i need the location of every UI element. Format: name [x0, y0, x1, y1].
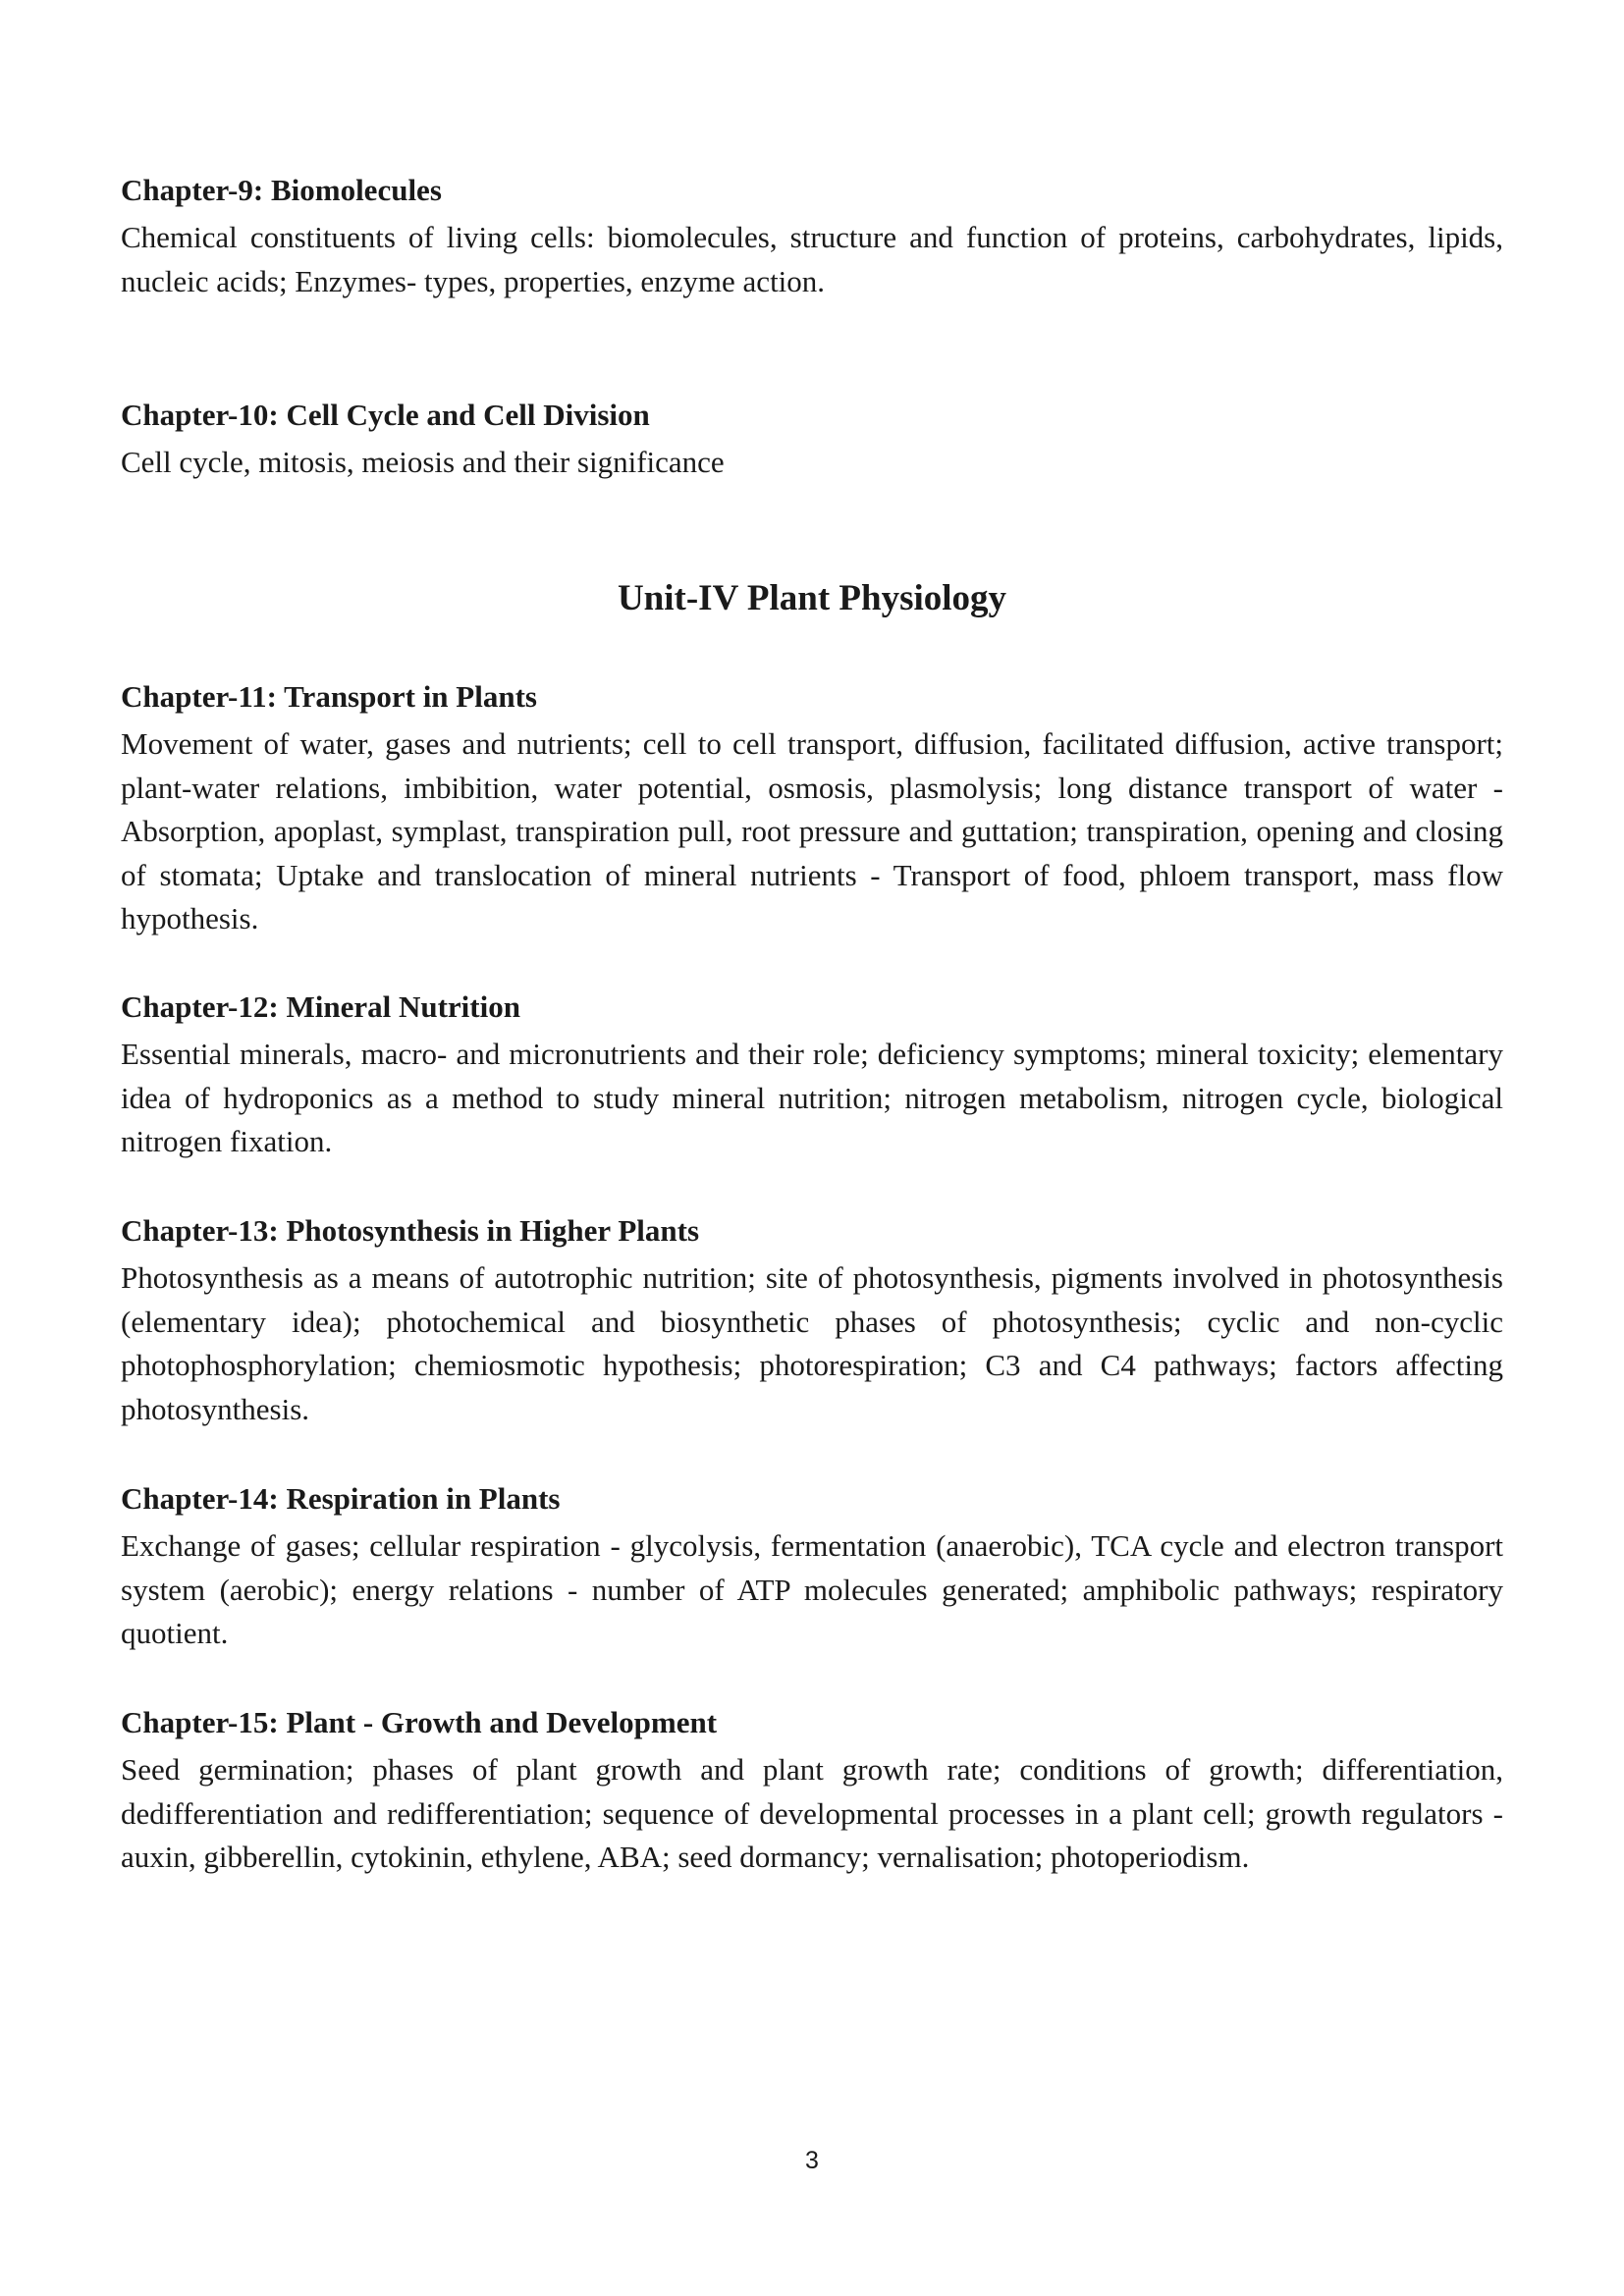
chapter-body: Chemical constituents of living cells: biomolecules, structure and function of proteins, carbohydrates, lipids, nucleic acids; Enzymes- types, properties, enzyme action. — [121, 220, 1503, 298]
chapter-heading: Chapter-13: Photosynthesis in Higher Plants — [121, 1213, 700, 1248]
chapter-body: Cell cycle, mitosis, meiosis and their significance — [121, 445, 725, 479]
chapter-body: Photosynthesis as a means of autotrophic nutrition; site of photosynthesis, pigments involved in photosynthesis (elementary idea); photochemical and biosynthetic phases of photosynthesis; cyclic and non-cyclic photophosphorylation; chemiosmotic hypothesis; photorespiration; C3 and C4 pathways; factors affecting photosynthesis. — [121, 1260, 1503, 1426]
chapter-body: Movement of water, gases and nutrients; cell to cell transport, diffusion, facilitated diffusion, active transport; plant-water relations, imbibition, water potential, osmosis, plasmolysis; long distance transport of water - Absorption, apoplast, symplast, transpiration pull, root pressure and guttation; transpiration, opening and closing of stomata; Uptake and translocation of mineral nutrients - Transport of food, phloem transport, mass flow hypothesis. — [121, 726, 1503, 935]
chapter-13-section — [121, 1209, 1503, 1431]
chapter-body: Seed germination; phases of plant growth and plant growth rate; conditions of growth; differentiation, dedifferentiation and redifferentiation; sequence of developmental processes in a plant cell; growth regulators - auxin, gibberellin, cytokinin, ethylene, ABA; seed dormancy; vernalisation; photoperiodism. — [121, 1752, 1503, 1874]
chapter-9-section — [121, 169, 1503, 303]
chapter-heading: Chapter-11: Transport in Plants — [121, 679, 537, 714]
chapter-12-section — [121, 986, 1503, 1164]
chapter-heading: Chapter-9: Biomolecules — [121, 173, 442, 207]
chapter-body: Essential minerals, macro- and micronutrients and their role; deficiency symptoms; mineral toxicity; elementary idea of hydroponics as a method to study mineral nutrition; nitrogen metabolism, nitrogen cycle, biological nitrogen fixation. — [121, 1037, 1503, 1158]
chapter-body: Exchange of gases; cellular respiration - glycolysis, fermentation (anaerobic), TCA cycle and electron transport system (aerobic); energy relations - number of ATP molecules generated; amphibolic pathways; respiratory quotient. — [121, 1528, 1503, 1650]
chapter-15-section — [121, 1701, 1503, 1880]
chapter-heading: Chapter-14: Respiration in Plants — [121, 1481, 561, 1516]
chapter-11-section — [121, 675, 1503, 941]
chapter-10-section — [121, 394, 1503, 485]
page-number: 3 — [805, 2147, 819, 2174]
unit-title: Unit-IV Plant Physiology — [617, 578, 1007, 618]
chapter-heading: Chapter-12: Mineral Nutrition — [121, 989, 520, 1024]
chapter-heading: Chapter-10: Cell Cycle and Cell Division — [121, 398, 650, 432]
chapter-heading: Chapter-15: Plant - Growth and Development — [121, 1705, 718, 1739]
chapter-14-section — [121, 1477, 1503, 1656]
